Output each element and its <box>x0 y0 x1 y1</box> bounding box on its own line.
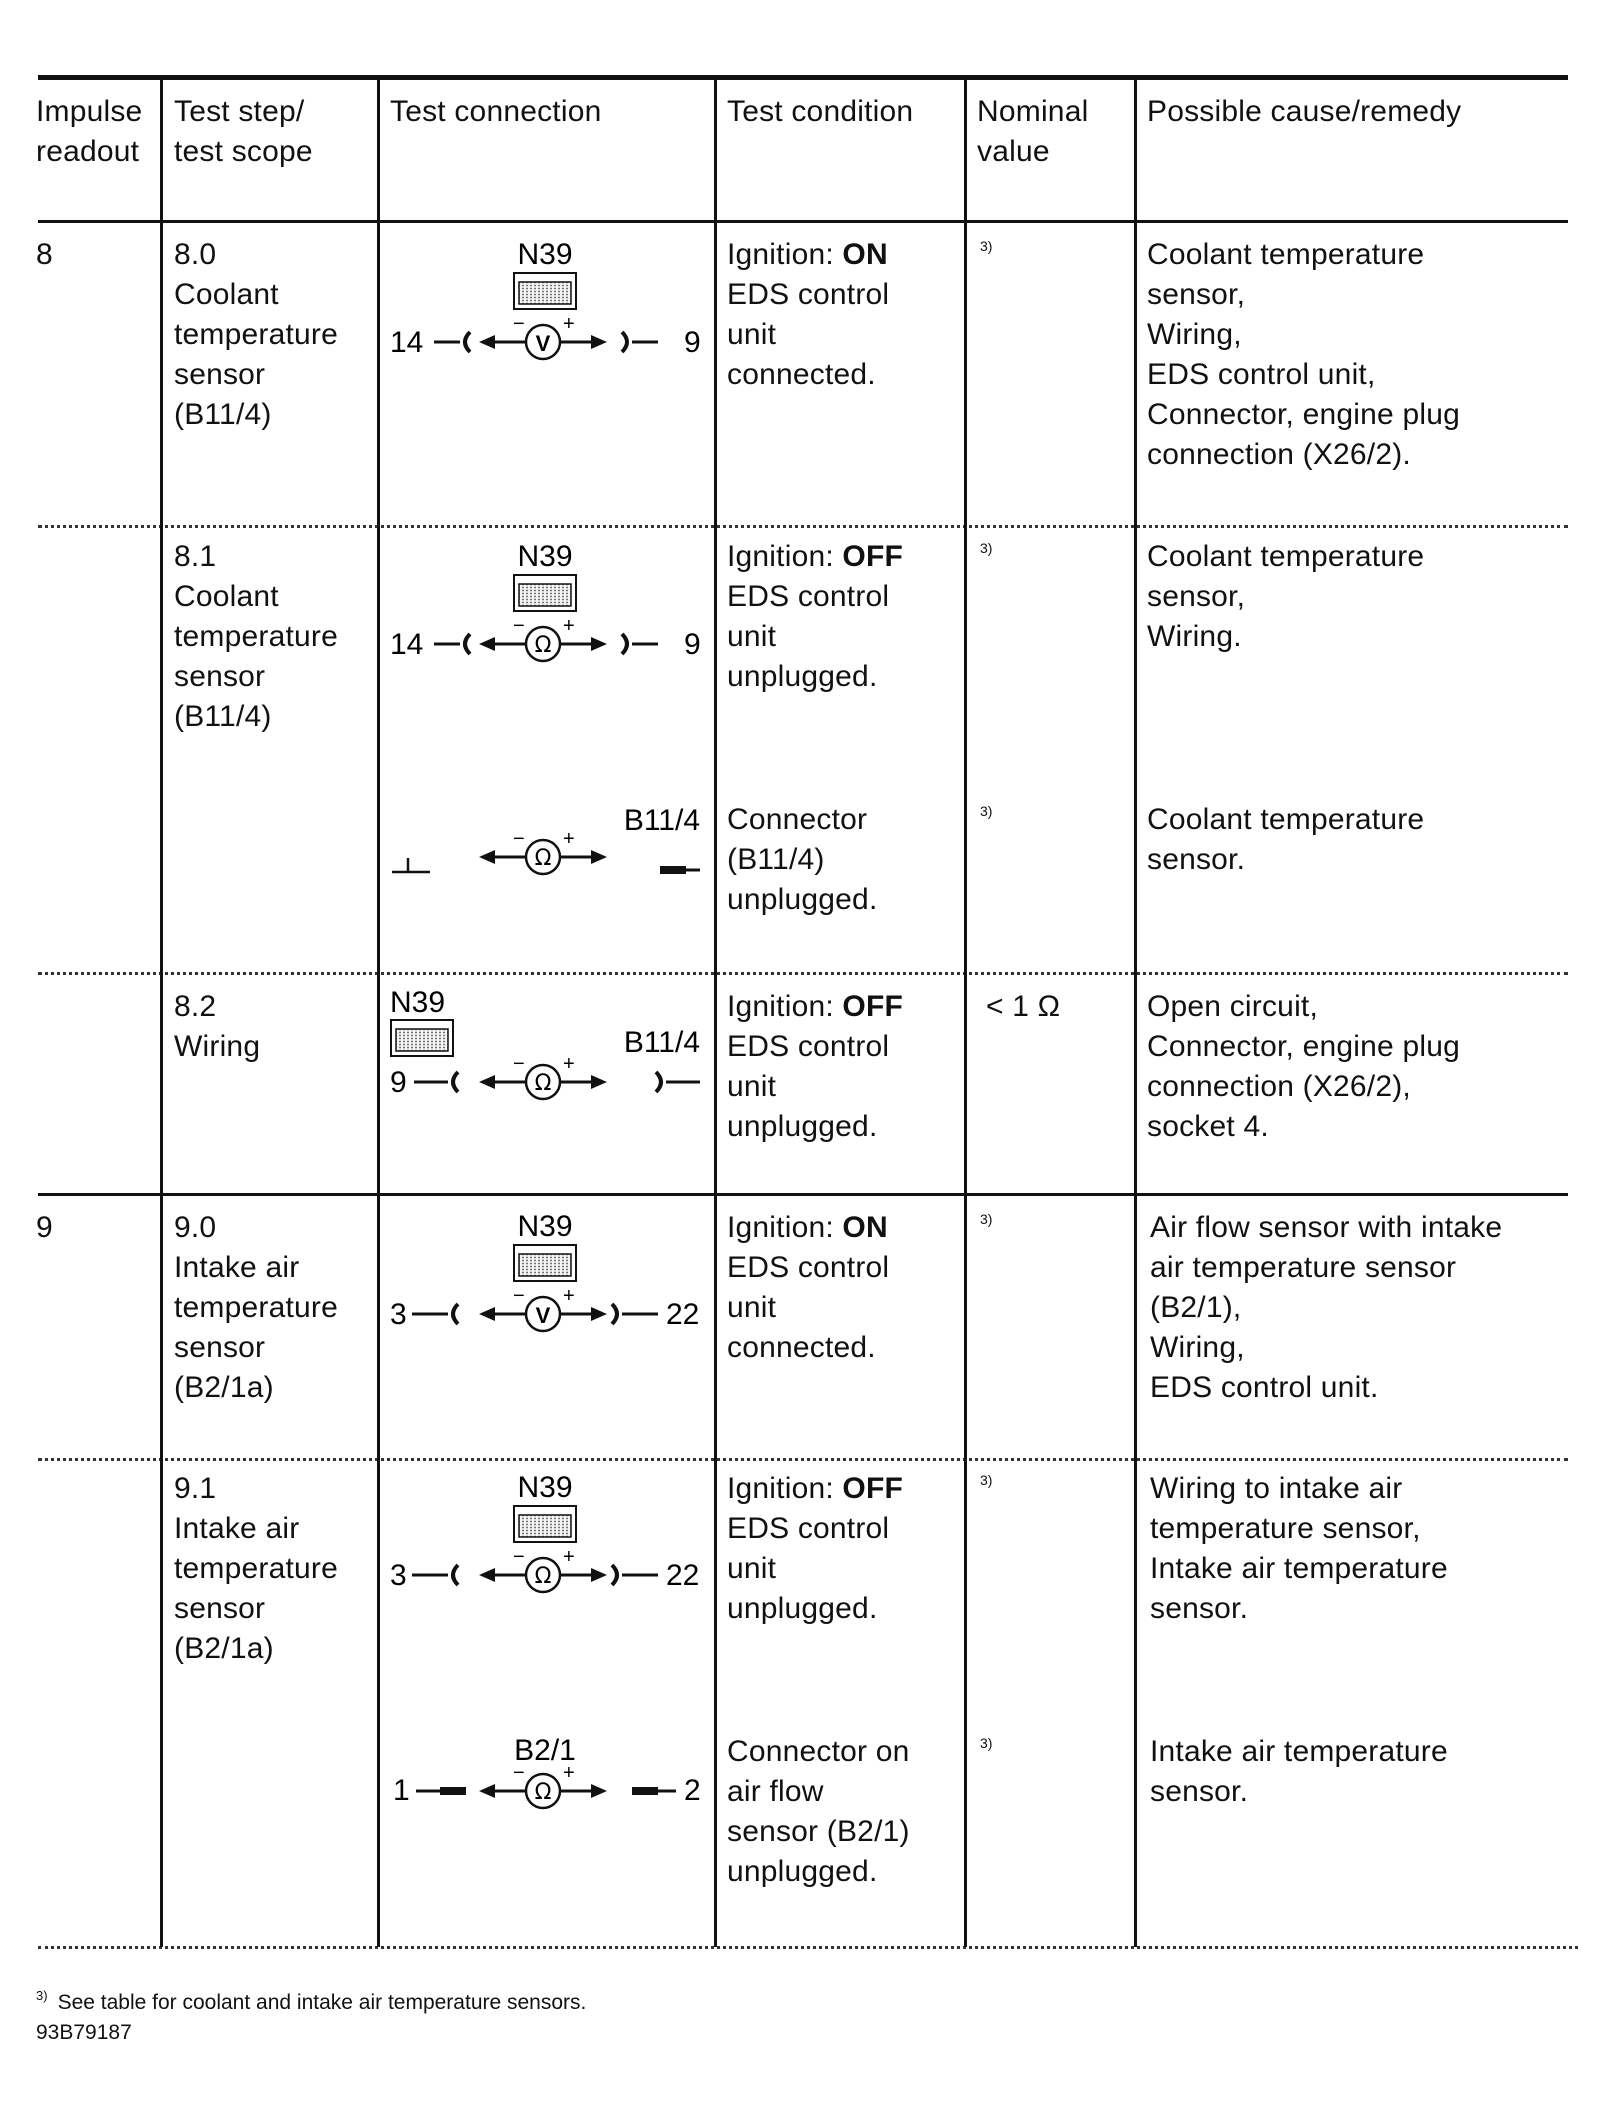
diagram-left-pin: 3 <box>390 1559 407 1592</box>
test-step-8-0: 8.0 Coolant temperature sensor (B11/4) <box>174 238 338 431</box>
condition-prefix: Ignition: <box>727 1211 843 1244</box>
meter-symbol: V <box>535 1303 551 1328</box>
connector-pin-icon <box>660 866 686 874</box>
impulse-readout-8: 8 <box>36 238 53 271</box>
condition-rest: EDS control unit unplugged. <box>727 1030 890 1143</box>
diagram-9-1 <box>390 1471 699 1592</box>
test-condition-9-1b: Connector on air flow sensor (B2/1) unplugged. <box>727 1735 910 1888</box>
diagram-top-label: N39 <box>517 1210 573 1243</box>
possible-cause-9-0: Air flow sensor with intake air temperature sensor (B2/1), Wiring, EDS control unit. <box>1150 1211 1503 1404</box>
condition-rest: EDS control unit connected. <box>727 278 890 391</box>
possible-cause-8-1: Coolant temperature sensor, Wiring. <box>1147 540 1425 653</box>
diagram-top-label: B11/4 <box>623 804 700 837</box>
nominal-footnote-ref: 3) <box>980 1211 993 1227</box>
condition-keyword: OFF <box>842 990 904 1023</box>
meter-symbol: Ω <box>534 1780 552 1805</box>
nominal-footnote-ref: 3) <box>980 1472 993 1488</box>
diagram-8-2 <box>390 986 700 1099</box>
possible-cause-8-0: Coolant temperature sensor, Wiring, EDS control unit, Connector, engine plug connection (X26/2). <box>1147 238 1460 471</box>
diagram-right-pin: 2 <box>684 1774 701 1807</box>
diagram-right-pin: 9 <box>684 628 701 661</box>
condition-prefix: Ignition: <box>727 238 843 271</box>
diagram-top-label: N39 <box>517 238 573 271</box>
header-possible-cause: Possible cause/remedy <box>1147 95 1462 128</box>
header-nominal-value: Nominal value <box>977 95 1089 168</box>
condition-keyword: OFF <box>842 540 904 573</box>
diagram-right-pin: 22 <box>666 1298 700 1331</box>
condition-prefix: Ignition: <box>727 990 843 1023</box>
diagram-top-label: B2/1 <box>514 1734 576 1767</box>
document-id: 93B79187 <box>36 2021 132 2044</box>
diagram-left-pin: 3 <box>390 1298 407 1331</box>
test-step-8-2: 8.2 Wiring <box>174 990 261 1063</box>
diagram-8-0 <box>390 238 701 359</box>
nominal-footnote-ref: 3) <box>980 540 993 556</box>
nominal-footnote-ref: 3) <box>980 803 993 819</box>
test-step-9-0: 9.0 Intake air temperature sensor (B2/1a) <box>174 1211 338 1404</box>
diagram-right-pin: 9 <box>684 326 701 359</box>
diagram-left-pin: 14 <box>390 326 424 359</box>
condition-keyword: ON <box>842 1211 888 1244</box>
control-unit-icon <box>514 273 576 309</box>
diagram-9-0 <box>390 1210 699 1331</box>
header-test-condition: Test condition <box>727 95 914 128</box>
meter-symbol: Ω <box>534 633 552 658</box>
meter-symbol: Ω <box>534 1564 552 1589</box>
test-step-9-1: 9.1 Intake air temperature sensor (B2/1a) <box>174 1472 338 1665</box>
condition-prefix: Ignition: <box>727 540 843 573</box>
diagram-right-pin: 22 <box>666 1559 700 1592</box>
meter-symbol: V <box>535 331 551 356</box>
condition-keyword: ON <box>842 238 888 271</box>
condition-rest: EDS control unit unplugged. <box>727 1512 890 1625</box>
diagram-8-1 <box>390 540 701 661</box>
meter-symbol: Ω <box>534 846 552 871</box>
impulse-readout-9: 9 <box>36 1211 53 1244</box>
header-test-connection: Test connection <box>390 95 602 128</box>
diagram-8-1b <box>392 804 700 874</box>
control-unit-icon <box>514 1506 576 1542</box>
condition-prefix: Ignition: <box>727 1472 843 1505</box>
possible-cause-8-1b: Coolant temperature sensor. <box>1147 803 1425 876</box>
connector-pin-icon <box>440 1787 466 1795</box>
footnote-text: See table for coolant and intake air temperature sensors. <box>57 1991 587 2014</box>
meter-symbol: Ω <box>534 1071 552 1096</box>
nominal-footnote-ref: 3) <box>980 238 993 254</box>
control-unit-icon <box>514 575 576 611</box>
ground-icon <box>392 858 430 872</box>
diagram-left-pin: 1 <box>393 1774 410 1807</box>
diagram-top-label: N39 <box>517 540 573 573</box>
control-unit-icon <box>391 1020 453 1056</box>
test-step-8-1: 8.1 Coolant temperature sensor (B11/4) <box>174 540 338 733</box>
diagram-top-label: N39 <box>517 1471 573 1504</box>
footnote <box>36 1983 586 2016</box>
diagram-9-1b <box>393 1734 701 1808</box>
diagram-top-right-label: B11/4 <box>623 1026 700 1059</box>
possible-cause-8-2: Open circuit, Connector, engine plug connection (X26/2), socket 4. <box>1147 990 1460 1143</box>
header-test-step: Test step/ test scope <box>174 95 313 168</box>
condition-rest: EDS control unit unplugged. <box>727 580 890 693</box>
diagram-left-pin: 14 <box>390 628 424 661</box>
condition-rest: EDS control unit connected. <box>727 1251 890 1364</box>
header-impulse-readout: Impulse readout <box>36 95 143 168</box>
footnote-marker: 3) <box>36 1988 48 2003</box>
diagram-top-left-label: N39 <box>390 986 446 1019</box>
diagram-left-pin: 9 <box>390 1066 407 1099</box>
connector-pin-icon <box>632 1787 658 1795</box>
test-condition-8-1b: Connector (B11/4) unplugged. <box>727 803 878 916</box>
control-unit-icon <box>514 1245 576 1281</box>
possible-cause-9-1b: Intake air temperature sensor. <box>1150 1735 1448 1808</box>
nominal-value-8-2: < 1 Ω <box>986 990 1061 1023</box>
possible-cause-9-1: Wiring to intake air temperature sensor, Intake air temperature sensor. <box>1150 1472 1448 1625</box>
condition-keyword: OFF <box>842 1472 904 1505</box>
nominal-footnote-ref: 3) <box>980 1735 993 1751</box>
